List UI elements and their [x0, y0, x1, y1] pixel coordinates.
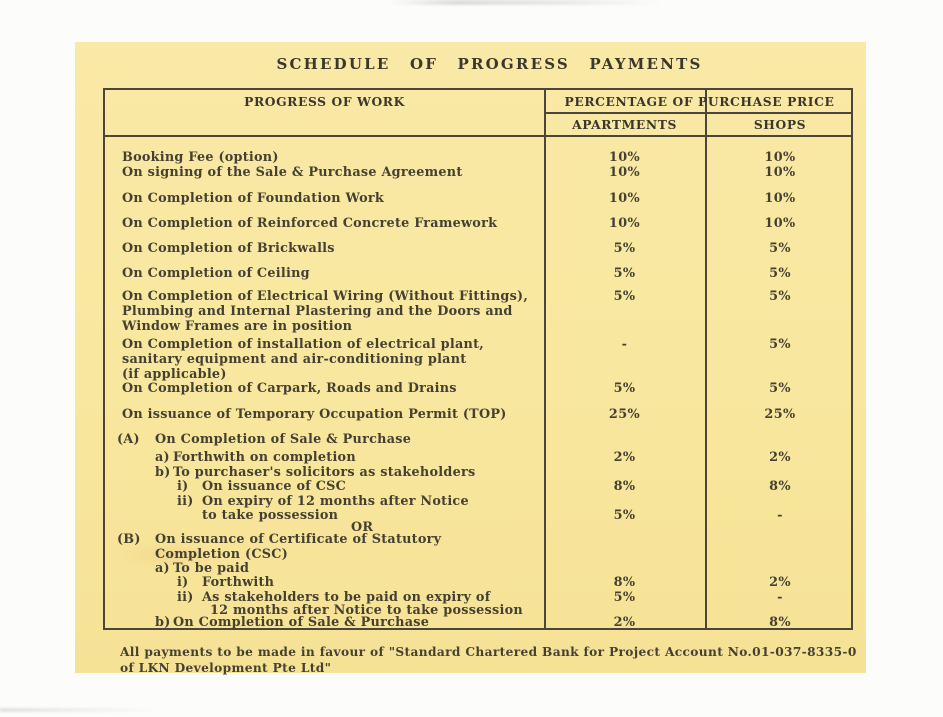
shops-value: 10%	[764, 150, 796, 165]
table-row-continuation	[105, 319, 851, 335]
page-title: SCHEDULE OF PROGRESS PAYMENTS	[276, 55, 703, 73]
row-label: Window Frames are in position	[122, 319, 353, 334]
item-text: On expiry of 12 months after Notice	[202, 494, 469, 509]
item-marker: a)	[155, 561, 170, 576]
shops-value: -	[777, 590, 783, 605]
shops-value: 5%	[769, 289, 791, 304]
shops-value: 10%	[764, 191, 796, 206]
section-marker: (A)	[117, 432, 140, 447]
section-marker: (B)	[117, 532, 141, 547]
table-row	[105, 407, 851, 423]
apartments-value: 5%	[613, 289, 636, 304]
item-text: Forthwith on completion	[173, 450, 356, 465]
item-marker: i)	[177, 575, 189, 590]
section-a-item-i	[105, 479, 851, 495]
row-label: Booking Fee (option)	[122, 150, 279, 165]
apartments-value: 10%	[608, 216, 641, 231]
apartments-value: 25%	[608, 407, 641, 422]
row-label: On Completion of installation of electrical plant,	[122, 337, 484, 352]
section-title: On issuance of Certificate of Statutory	[155, 532, 442, 547]
apartments-value: 2%	[613, 450, 636, 465]
table-row	[105, 289, 851, 305]
section-b-item-i	[105, 575, 851, 591]
column-header-progress: PROGRESS OF WORK	[244, 94, 405, 109]
table-row	[105, 150, 851, 166]
item-text: To purchaser's solicitors as stakeholders	[173, 465, 476, 480]
apartments-value: 8%	[613, 479, 636, 494]
shops-value: -	[777, 508, 783, 523]
item-marker: b)	[155, 615, 171, 630]
row-label: On Completion of Ceiling	[122, 266, 310, 281]
item-text: To be paid	[173, 561, 250, 576]
table-row	[105, 337, 851, 353]
apartments-value: 10%	[608, 150, 641, 165]
row-label: On Completion of Electrical Wiring (Without Fittings),	[122, 289, 529, 304]
apartments-value: 10%	[608, 165, 641, 180]
row-label: (if applicable)	[122, 367, 227, 382]
shops-value: 25%	[764, 407, 796, 422]
apartments-value: 10%	[608, 191, 641, 206]
section-title: Completion (CSC)	[155, 547, 288, 562]
apartments-value: -	[621, 337, 628, 352]
document-sheet	[75, 42, 866, 673]
payment-note-line2: of LKN Development Pte Ltd"	[120, 661, 332, 675]
section-b-heading	[105, 532, 851, 548]
row-label: On issuance of Temporary Occupation Permit (TOP)	[122, 407, 507, 422]
section-a-heading	[105, 432, 851, 448]
column-header-apartments: APARTMENTS	[572, 117, 677, 132]
table-row	[105, 165, 851, 181]
shops-value: 5%	[769, 381, 791, 396]
apartments-value: 5%	[613, 590, 636, 605]
payment-note-line1: All payments to be made in favour of "Standard Chartered Bank for Project Account No.01-037-8335-0	[120, 645, 857, 659]
table-row	[105, 216, 851, 232]
section-b-item-b	[105, 615, 851, 631]
item-marker: i)	[177, 479, 189, 494]
apartments-value: 5%	[613, 508, 636, 523]
shops-value: 5%	[769, 266, 791, 281]
item-text: Forthwith	[202, 575, 275, 590]
row-label: Plumbing and Internal Plastering and the Doors and	[122, 304, 513, 319]
scan-artifact-bottom	[0, 708, 160, 712]
row-label: On Completion of Foundation Work	[122, 191, 384, 206]
apartments-value: 2%	[613, 615, 636, 630]
shops-value: 8%	[769, 479, 791, 494]
item-marker: ii)	[177, 590, 194, 605]
apartments-value: 8%	[613, 575, 636, 590]
section-title: On Completion of Sale & Purchase	[155, 432, 412, 447]
table-row-continuation	[105, 304, 851, 320]
item-text: On Completion of Sale & Purchase	[173, 615, 430, 630]
or-label: OR	[351, 520, 374, 535]
row-label: On signing of the Sale & Purchase Agreement	[122, 165, 463, 180]
row-label: sanitary equipment and air-conditioning plant	[122, 352, 467, 367]
table-row	[105, 266, 851, 282]
item-text: to take possession	[202, 508, 339, 523]
item-marker: b)	[155, 465, 171, 480]
apartments-value: 5%	[613, 241, 636, 256]
table-row	[105, 191, 851, 207]
section-a-item-a	[105, 450, 851, 466]
scan-artifact-top	[388, 0, 663, 5]
table-row-continuation	[105, 352, 851, 368]
row-label: On Completion of Reinforced Concrete Framework	[122, 216, 498, 231]
table-row	[105, 241, 851, 257]
shops-value: 2%	[769, 575, 791, 590]
item-text: On issuance of CSC	[202, 479, 347, 494]
apartments-value: 5%	[613, 381, 636, 396]
column-header-percentage: PERCENTAGE OF PURCHASE PRICE	[564, 94, 835, 109]
header-bottom-divider	[105, 135, 851, 137]
item-text: 12 months after Notice to take possession	[210, 603, 523, 618]
row-label: On Completion of Brickwalls	[122, 241, 335, 256]
apartments-value: 5%	[613, 266, 636, 281]
shops-value: 2%	[769, 450, 791, 465]
item-marker: ii)	[177, 494, 194, 509]
column-header-shops: SHOPS	[753, 117, 807, 132]
table-row	[105, 381, 851, 397]
payments-table	[103, 88, 853, 630]
row-label: On Completion of Carpark, Roads and Drains	[122, 381, 457, 396]
item-text: As stakeholders to be paid on expiry of	[202, 590, 491, 605]
shops-value: 5%	[769, 241, 791, 256]
shops-value: 5%	[769, 337, 791, 352]
item-marker: a)	[155, 450, 170, 465]
shops-value: 10%	[764, 216, 796, 231]
shops-value: 10%	[764, 165, 796, 180]
shops-value: 8%	[769, 615, 791, 630]
